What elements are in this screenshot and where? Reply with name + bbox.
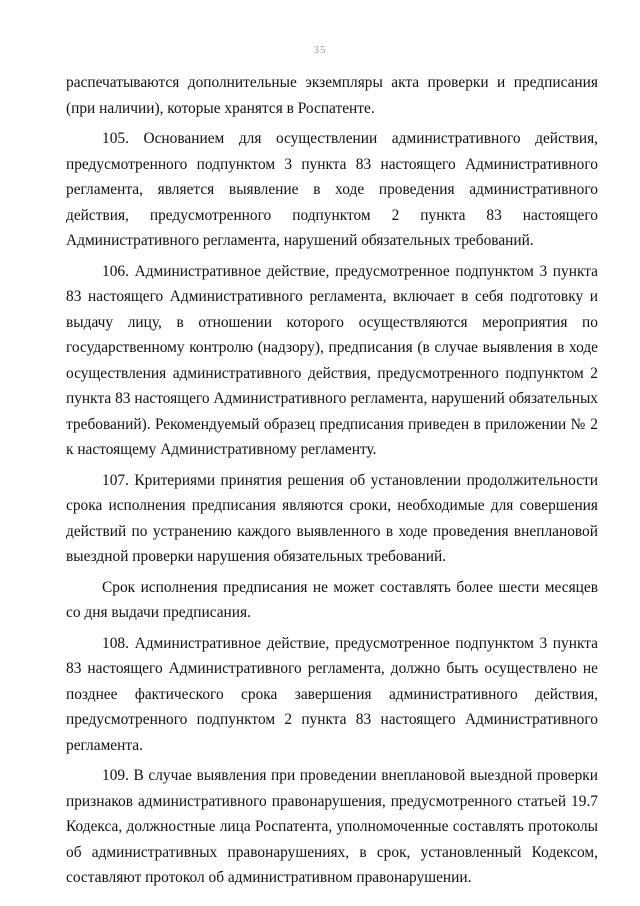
paragraph-106: 106. Административное действие, предусмотренное подпунктом 3 пункта 83 настоящего Административного регламента, включает в себя подготовку и выдачу лицу, в отношении которого осуществляются мероприятия по государственному контролю (надзору), предписания (в случае выявления в ходе осуществления административного действия, предусмотренного подпунктом 2 пункта 83 настоящего Административного регламента, нарушений обязательных требований). Рекомендуемый образец предписания приведен в приложении № 2 к настоящему Административному регламенту. xyxy=(66,262,598,458)
paragraph-108: 108. Административное действие, предусмотренное подпунктом 3 пункта 83 настоящего Административного регламента, должно быть осуществлено не позднее фактического срока завершения административного действия, предусмотренного подпунктом 2 пункта 83 настоящего Административного регламента. xyxy=(66,634,598,754)
paragraph-continuation: распечатываются дополнительные экземпляры акта проверки и предписания (при наличии), которые хранятся в Роспатенте. xyxy=(66,74,598,117)
document-body xyxy=(66,70,598,896)
paragraph-107-term: Срок исполнения предписания не может составлять более шести месяцев со дня выдачи предписания. xyxy=(66,578,598,621)
page-number: 35 xyxy=(313,44,327,56)
paragraph-105: 105. Основанием для осуществлении административного действия, предусмотренного подпунктом 3 пункта 83 настоящего Административного регламента, является выявление в ходе проведения административного действия, предусмотренного подпунктом 2 пункта 83 настоящего Административного регламента, нарушений обязательных требований. xyxy=(66,130,598,249)
paragraph-109: 109. В случае выявления при проведении внеплановой выездной проверки признаков административного правонарушения, предусмотренного статьей 19.7 Кодекса, должностные лица Роспатента, уполномоченные составлять протоколы об административных правонарушениях, в срок, установленный Кодексом, составляют протокол об административном правонарушении. xyxy=(66,767,598,886)
paragraph-107: 107. Критериями принятия решения об установлении продолжительности срока исполнения предписания являются сроки, необходимые для совершения действий по устранению каждого выявленного в ходе проведения внеплановой выездной проверки нарушения обязательных требований. xyxy=(66,471,598,565)
